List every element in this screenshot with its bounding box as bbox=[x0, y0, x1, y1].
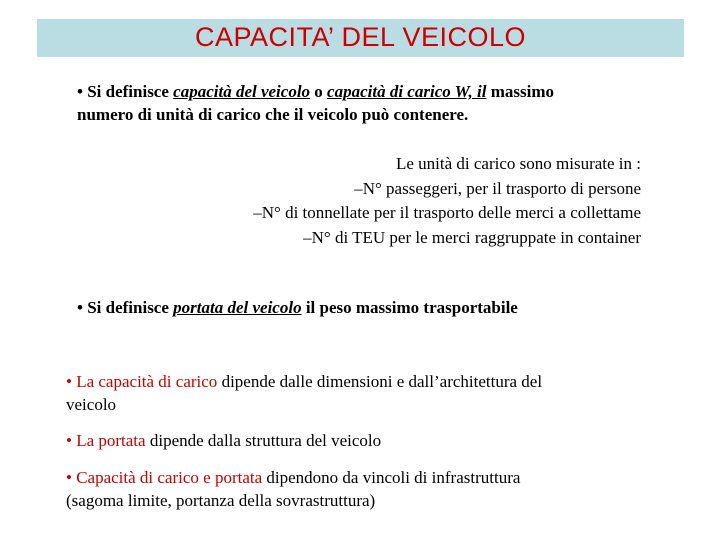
line1-rest: massimo bbox=[486, 82, 555, 101]
units-block bbox=[150, 152, 641, 250]
bullet-rest: dipende dalla struttura del veicolo bbox=[145, 431, 382, 450]
conjunction: o bbox=[310, 82, 328, 101]
bullet-rest: dipendono da vincoli di infrastruttura bbox=[262, 468, 521, 487]
units-item: –N° di TEU per le merci raggruppate in container bbox=[303, 227, 641, 247]
bullet-line2: veicolo bbox=[66, 395, 117, 414]
slide-title: CAPACITA’ DEL VEICOLO bbox=[194, 22, 527, 52]
term-capacita-veicolo: capacità del veicolo bbox=[173, 82, 311, 101]
bullet-portata bbox=[66, 429, 696, 452]
bullet-lead: • Si definisce bbox=[77, 82, 174, 101]
bullet-line2: (sagoma limite, portanza della sovrastruttura) bbox=[66, 491, 376, 510]
bullet-lead: • Si definisce bbox=[77, 298, 174, 317]
term-portata-veicolo: portata del veicolo bbox=[173, 298, 302, 317]
definition-capacity-line2: numero di unità di carico che il veicolo può contenere. bbox=[77, 105, 469, 124]
bullet-red-term: • La portata bbox=[66, 431, 146, 450]
bullet-rest: dipende dalle dimensioni e dall’architettura del bbox=[217, 372, 543, 391]
definition-capacity-line1 bbox=[77, 80, 677, 103]
units-item: –N° di tonnellate per il trasporto delle merci a collettame bbox=[253, 203, 641, 222]
units-item: –N° passeggeri, per il trasporto di persone bbox=[354, 178, 641, 198]
bullet-capacita-portata bbox=[66, 466, 696, 512]
definition-portata-rest: il peso massimo trasportabile bbox=[301, 298, 518, 317]
definition-portata bbox=[77, 296, 677, 319]
bullet-capacita-carico bbox=[66, 370, 696, 416]
definition-capacity bbox=[77, 80, 677, 126]
bullet-red-term: • La capacità di carico bbox=[66, 372, 218, 391]
title-bar bbox=[37, 19, 684, 57]
term-capacita-carico: capacità di carico W, il bbox=[327, 82, 487, 101]
units-intro: Le unità di carico sono misurate in : bbox=[395, 154, 641, 173]
bullet-red-term: • Capacità di carico e portata bbox=[66, 468, 263, 487]
